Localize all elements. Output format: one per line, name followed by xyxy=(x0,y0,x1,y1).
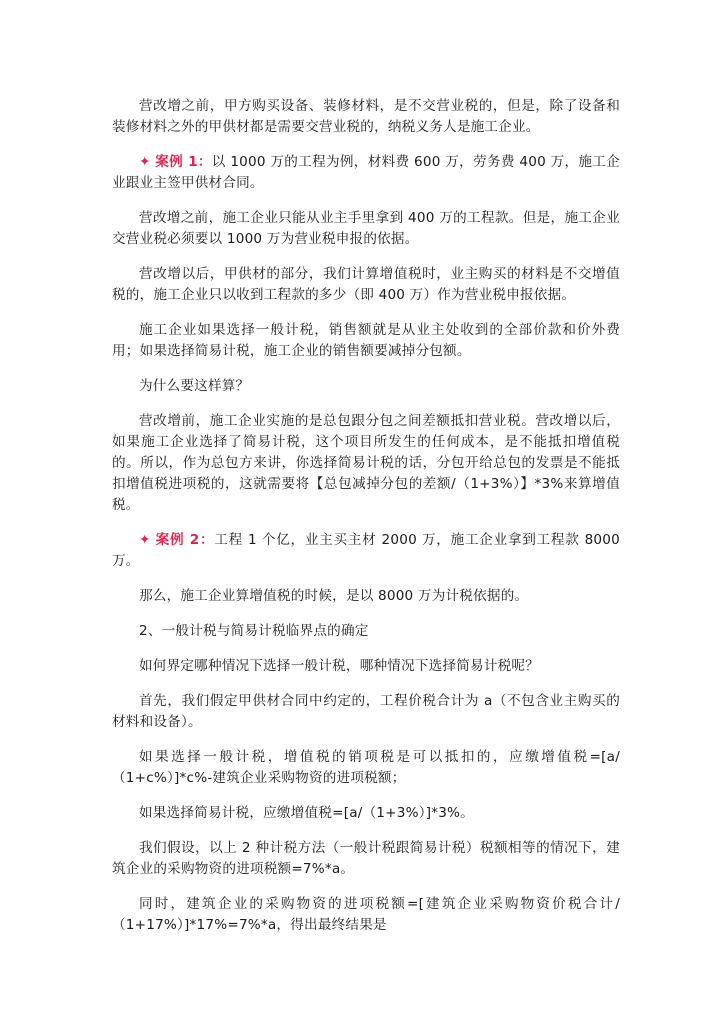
case-text: 工程 1 个亿，业主买主材 2000 万，施工企业拿到工程款 8000 万。 xyxy=(112,532,620,569)
paragraph: 我们假设，以上 2 种计税方法（一般计税跟简易计税）税额相等的情况下，建筑企业的采购物资的进项税额=7%*a。 xyxy=(112,840,620,877)
section-heading: 2、一般计税与简易计税临界点的确定 xyxy=(139,623,369,639)
case-title: 案例 1： xyxy=(155,154,212,170)
document-body xyxy=(112,96,620,950)
case-title: 案例 2： xyxy=(155,532,215,548)
case-paragraph xyxy=(112,530,620,572)
paragraph: 为什么要这样算？ xyxy=(139,378,250,394)
star-icon: ✦ xyxy=(139,532,151,548)
paragraph: 如果选择一般计税，增值税的销项税是可以抵扣的，应缴增值税=[a/（1+c%）]*c%-建筑企业采购物资的进项税额； xyxy=(112,749,620,786)
paragraph: 营改增之前，施工企业只能从业主手里拿到 400 万的工程款。但是，施工企业交营业税必须要以 1000 万为营业税申报的依据。 xyxy=(112,210,620,247)
paragraph: 如果选择简易计税，应缴增值税=[a/（1+3%）]*3%。 xyxy=(139,805,474,821)
paragraph: 同时，建筑企业的采购物资的进项税额=[建筑企业采购物资价税合计/（1+17%）]*17%=7%*a，得出最终结果是 xyxy=(112,896,620,933)
paragraph: 施工企业如果选择一般计税，销售额就是从业主处收到的全部价款和价外费用；如果选择简易计税，施工企业的销售额要减掉分包额。 xyxy=(112,322,620,359)
paragraph: 营改增以后，甲供材的部分，我们计算增值税时，业主购买的材料是不交增值税的，施工企业只以收到工程款的多少（即 400 万）作为营业税申报依据。 xyxy=(112,266,620,303)
paragraph: 那么，施工企业算增值税的时候，是以 8000 万为计税依据的。 xyxy=(139,588,529,604)
paragraph: 如何界定哪种情况下选择一般计税，哪种情况下选择简易计税呢？ xyxy=(139,658,540,674)
case-paragraph xyxy=(112,152,620,194)
case-text: 以 1000 万的工程为例，材料费 600 万，劳务费 400 万，施工企业跟业主签甲供材合同。 xyxy=(112,154,620,191)
star-icon: ✦ xyxy=(139,154,151,170)
paragraph: 营改增之前，甲方购买设备、装修材料，是不交营业税的，但是，除了设备和装修材料之外的甲供材都是需要交营业税的，纳税义务人是施工企业。 xyxy=(112,98,620,135)
paragraph: 营改增前，施工企业实施的是总包跟分包之间差额抵扣营业税。营改增以后，如果施工企业选择了简易计税，这个项目所发生的任何成本，是不能抵扣增值税的。所以，作为总包方来讲，你选择简易计税的话，分包开给总包的发票是不能抵扣增值税进项税的，这就需要将【总包减掉分包的差额/（1+3%）】*3%来算增值税。 xyxy=(112,413,620,513)
paragraph: 首先，我们假定甲供材合同中约定的，工程价税合计为 a（不包含业主购买的材料和设备）。 xyxy=(112,693,620,730)
